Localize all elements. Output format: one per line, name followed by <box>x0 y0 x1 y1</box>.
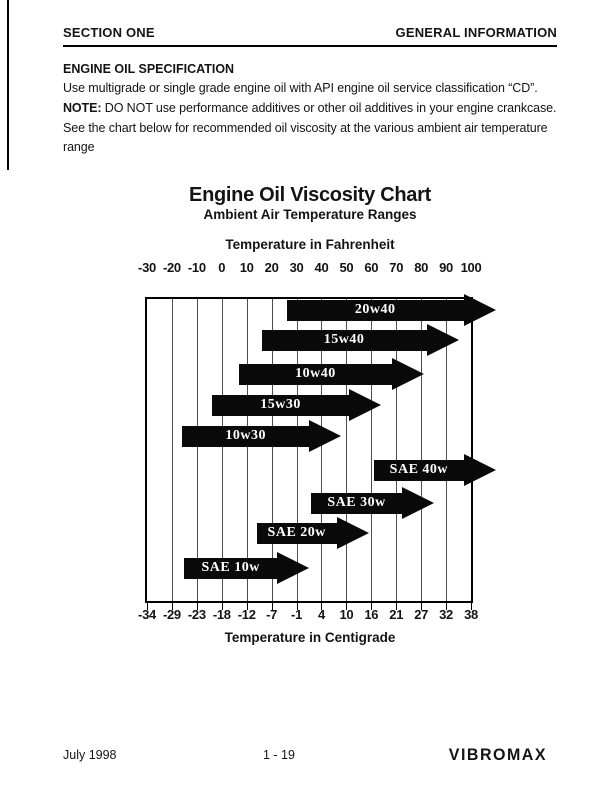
viscosity-arrow <box>287 294 496 326</box>
centigrade-tick: -12 <box>237 607 256 622</box>
arrow-head-icon <box>427 324 459 356</box>
arrow-label: SAE 30w <box>327 495 386 510</box>
engine-oil-spec-heading: ENGINE OIL SPECIFICATION <box>63 62 235 76</box>
arrow-head-icon <box>464 294 496 326</box>
viscosity-arrow <box>184 552 309 584</box>
arrow-head-icon <box>277 552 309 584</box>
arrow-body <box>311 493 401 514</box>
centigrade-tick: 10 <box>339 607 354 622</box>
body-text-line-3: See the chart below for recommended oil viscosity at the various ambient air temperature <box>63 121 548 135</box>
centigrade-axis-label: Temperature in Centigrade <box>224 630 396 645</box>
centigrade-tick: 27 <box>414 607 429 622</box>
arrow-head-icon <box>337 517 369 549</box>
centigrade-tick: -29 <box>162 607 181 622</box>
viscosity-arrow <box>262 324 459 356</box>
arrow-head-icon <box>464 454 496 486</box>
arrow-body <box>184 558 277 579</box>
plot-area <box>145 297 473 603</box>
viscosity-arrow <box>212 389 381 421</box>
arrow-label: 15w40 <box>323 332 365 347</box>
arrow-body <box>262 330 427 351</box>
centigrade-tick: 32 <box>439 607 453 622</box>
note-text: DO NOT use performance additives or other oil additives in your engine crankcase. <box>101 101 557 115</box>
footer-date: July 1998 <box>63 748 117 762</box>
fahrenheit-tick: 20 <box>264 260 279 275</box>
header-section-title: SECTION ONE <box>63 25 155 40</box>
centigrade-tick: -23 <box>187 607 206 622</box>
arrow-head-icon <box>402 487 434 519</box>
arrow-label: 15w30 <box>260 397 301 412</box>
fahrenheit-tick: -10 <box>187 260 206 275</box>
chart-subtitle: Ambient Air Temperature Ranges <box>203 207 417 222</box>
arrow-label: 10w40 <box>295 366 336 381</box>
body-text-note <box>63 101 556 115</box>
arrow-head-icon <box>309 420 341 452</box>
arrow-body <box>374 460 464 481</box>
vibromax-logo: VIBROMAX <box>448 746 547 765</box>
arrow-body <box>287 300 464 321</box>
arrow-body <box>239 364 391 385</box>
arrow-label: SAE 20w <box>267 525 326 540</box>
viscosity-arrow <box>257 517 369 549</box>
fahrenheit-axis-label: Temperature in Fahrenheit <box>225 237 395 252</box>
arrow-body <box>257 523 337 544</box>
arrow-body <box>212 395 349 416</box>
centigrade-tick: 38 <box>464 607 478 622</box>
fahrenheit-tick: 80 <box>414 260 429 275</box>
viscosity-arrow <box>239 358 423 390</box>
chart-title: Engine Oil Viscosity Chart <box>189 184 431 206</box>
fahrenheit-tick: -30 <box>138 260 156 275</box>
arrow-label: SAE 10w <box>201 560 260 575</box>
arrow-label: 10w30 <box>225 428 266 443</box>
arrow-label: 20w40 <box>354 302 396 317</box>
centigrade-tick: -7 <box>266 607 278 622</box>
scan-edge-artifact <box>7 0 9 170</box>
viscosity-arrow <box>182 420 342 452</box>
centigrade-tick: -18 <box>212 607 231 622</box>
viscosity-arrow <box>311 487 433 519</box>
body-text-line-4: range <box>63 140 95 154</box>
centigrade-tick: 4 <box>317 607 325 622</box>
gridline <box>172 299 173 601</box>
fahrenheit-tick: 10 <box>239 260 254 275</box>
arrow-label: SAE 40w <box>389 462 449 477</box>
centigrade-tick-row <box>138 607 478 623</box>
body-text-line-1: Use multigrade or single grade engine oil with API engine oil service classification “CD”. <box>63 81 538 95</box>
centigrade-tick: 16 <box>364 607 379 622</box>
fahrenheit-tick: 40 <box>314 260 329 275</box>
header-chapter-title: GENERAL INFORMATION <box>395 25 557 40</box>
fahrenheit-tick: 50 <box>339 260 354 275</box>
centigrade-tick: -34 <box>138 607 156 622</box>
note-label: NOTE: <box>63 101 102 115</box>
fahrenheit-tick: 30 <box>289 260 304 275</box>
fahrenheit-tick: -20 <box>162 260 181 275</box>
centigrade-tick: -1 <box>291 607 303 622</box>
fahrenheit-tick: 70 <box>389 260 404 275</box>
header-rule <box>63 45 557 47</box>
footer-page-number: 1 - 19 <box>263 748 295 762</box>
viscosity-arrow <box>374 454 496 486</box>
arrow-head-icon <box>349 389 381 421</box>
fahrenheit-tick: 0 <box>218 260 226 275</box>
arrow-body <box>182 426 310 447</box>
centigrade-tick: 21 <box>389 607 404 622</box>
fahrenheit-tick: 60 <box>364 260 379 275</box>
fahrenheit-tick-row <box>138 260 482 276</box>
fahrenheit-tick: 100 <box>460 260 482 275</box>
arrow-head-icon <box>392 358 424 390</box>
fahrenheit-tick: 90 <box>439 260 453 275</box>
